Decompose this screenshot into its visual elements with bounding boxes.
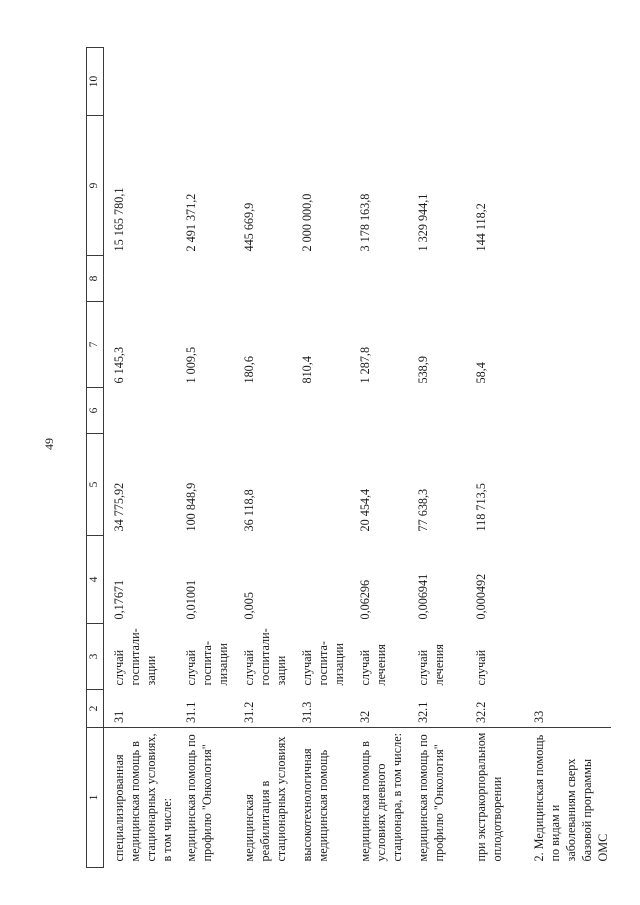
row-c8	[234, 256, 292, 302]
row-c7: 1 287,8	[357, 346, 372, 384]
row-c8	[408, 256, 466, 302]
row-c8	[524, 256, 611, 302]
row-unit: случай лечения	[415, 644, 446, 686]
row-code: 32	[350, 690, 408, 728]
row-c9: 445 669,9	[241, 202, 256, 252]
row-c9: 2 000 000,0	[299, 193, 314, 252]
row-code: 33	[524, 690, 611, 728]
header-cell: 10	[87, 48, 104, 116]
header-cell: 8	[87, 256, 104, 302]
header-cell: 5	[87, 434, 104, 536]
row-c10	[466, 48, 524, 116]
row-code: 32.1	[408, 690, 466, 728]
table-row	[350, 48, 408, 868]
row-c5: 100 848,9	[183, 482, 198, 532]
header-cell: 2	[87, 690, 104, 728]
row-c6	[524, 388, 611, 434]
row-c10	[524, 48, 611, 116]
row-c7	[524, 302, 611, 388]
row-c10	[234, 48, 292, 116]
row-c5	[524, 434, 611, 536]
row-unit: случай	[473, 649, 488, 686]
row-c8	[104, 256, 176, 302]
row-c6	[408, 388, 466, 434]
row-name: медицинская помощь по профилю "Онкология"	[183, 734, 214, 862]
row-c9: 3 178 163,8	[357, 193, 372, 252]
row-c4: 0,000492	[473, 573, 488, 620]
row-name: специализированная медицинская помощь в стационарных условиях, в том числе:	[112, 733, 175, 862]
row-c9: 2 491 371,2	[183, 193, 198, 252]
row-c7: 1 009,5	[183, 346, 198, 384]
row-c10	[292, 48, 350, 116]
row-code: 31.3	[292, 690, 350, 728]
row-c8	[350, 256, 408, 302]
rotated-table-area	[86, 48, 614, 868]
row-c5	[292, 434, 350, 536]
row-c5: 20 454,4	[357, 488, 372, 532]
row-c4: 0,006941	[415, 573, 430, 620]
row-c4: 0,17671	[112, 579, 126, 620]
row-c5: 34 775,92	[112, 482, 126, 532]
row-c4	[292, 536, 350, 624]
row-c8	[466, 256, 524, 302]
row-c8	[292, 256, 350, 302]
row-c10	[104, 48, 176, 116]
data-table	[86, 47, 611, 868]
header-cell: 9	[87, 116, 104, 256]
row-unit	[524, 624, 611, 690]
header-cell: 6	[87, 388, 104, 434]
row-name: медицинская помощь в условиях дневного стационара, в том числе:	[357, 733, 404, 862]
row-name: медицинская реабилитация в стационарных условиях	[241, 736, 288, 862]
row-name: высокотехнологичная медицинская помощь	[299, 748, 330, 862]
row-c9	[524, 116, 611, 256]
row-c6	[104, 388, 176, 434]
row-c6	[466, 388, 524, 434]
row-code: 31	[104, 690, 176, 728]
row-unit: случай лечения	[357, 644, 388, 686]
row-c5: 118 713,5	[473, 483, 488, 532]
row-c4: 0,01001	[183, 579, 198, 620]
row-c9: 15 165 780,1	[112, 187, 126, 252]
row-c8	[176, 256, 234, 302]
row-c4	[524, 536, 611, 624]
row-code: 32.2	[466, 690, 524, 728]
table-row	[176, 48, 234, 868]
row-unit: случай госпита-лизации	[183, 641, 230, 686]
row-unit: случай госпита-лизации	[299, 641, 346, 686]
row-c4: 0,005	[241, 592, 256, 620]
row-c6	[234, 388, 292, 434]
row-code: 31.1	[176, 690, 234, 728]
row-c5: 36 118,8	[241, 489, 256, 532]
row-c10	[176, 48, 234, 116]
row-c7: 810,4	[299, 356, 314, 384]
row-c10	[350, 48, 408, 116]
table-row	[524, 48, 611, 868]
row-c5: 77 638,3	[415, 488, 430, 532]
table-row	[292, 48, 350, 868]
table-row	[234, 48, 292, 868]
table-header	[87, 48, 104, 868]
row-c7: 538,9	[415, 356, 430, 384]
row-c7: 180,6	[241, 356, 256, 384]
header-cell: 3	[87, 624, 104, 690]
header-cell: 7	[87, 302, 104, 388]
header-cell: 1	[87, 728, 104, 868]
row-c6	[176, 388, 234, 434]
row-c4: 0,06296	[357, 579, 372, 620]
row-c9: 144 118,2	[473, 203, 488, 252]
row-unit: случай госпитали-зации	[241, 628, 288, 686]
row-c10	[408, 48, 466, 116]
table-row	[104, 48, 176, 868]
row-c9: 1 329 944,1	[415, 193, 430, 252]
row-name: при экстракорпоральном оплодотворении	[473, 732, 504, 862]
row-code: 31.2	[234, 690, 292, 728]
header-cell: 4	[87, 536, 104, 624]
table-row	[466, 48, 524, 868]
page-number: 49	[42, 438, 56, 450]
row-c6	[292, 388, 350, 434]
row-c7: 58,4	[473, 362, 488, 384]
row-unit: случай госпитали-зации	[112, 628, 159, 686]
row-name: 2. Медицинская помощь по видам и заболеваниям сверх базовой программы ОМС	[531, 734, 610, 862]
row-c7: 6 145,3	[112, 346, 126, 384]
row-c6	[350, 388, 408, 434]
row-name: медицинская помощь по профилю "Онкология"	[415, 734, 446, 862]
table-row	[408, 48, 466, 868]
